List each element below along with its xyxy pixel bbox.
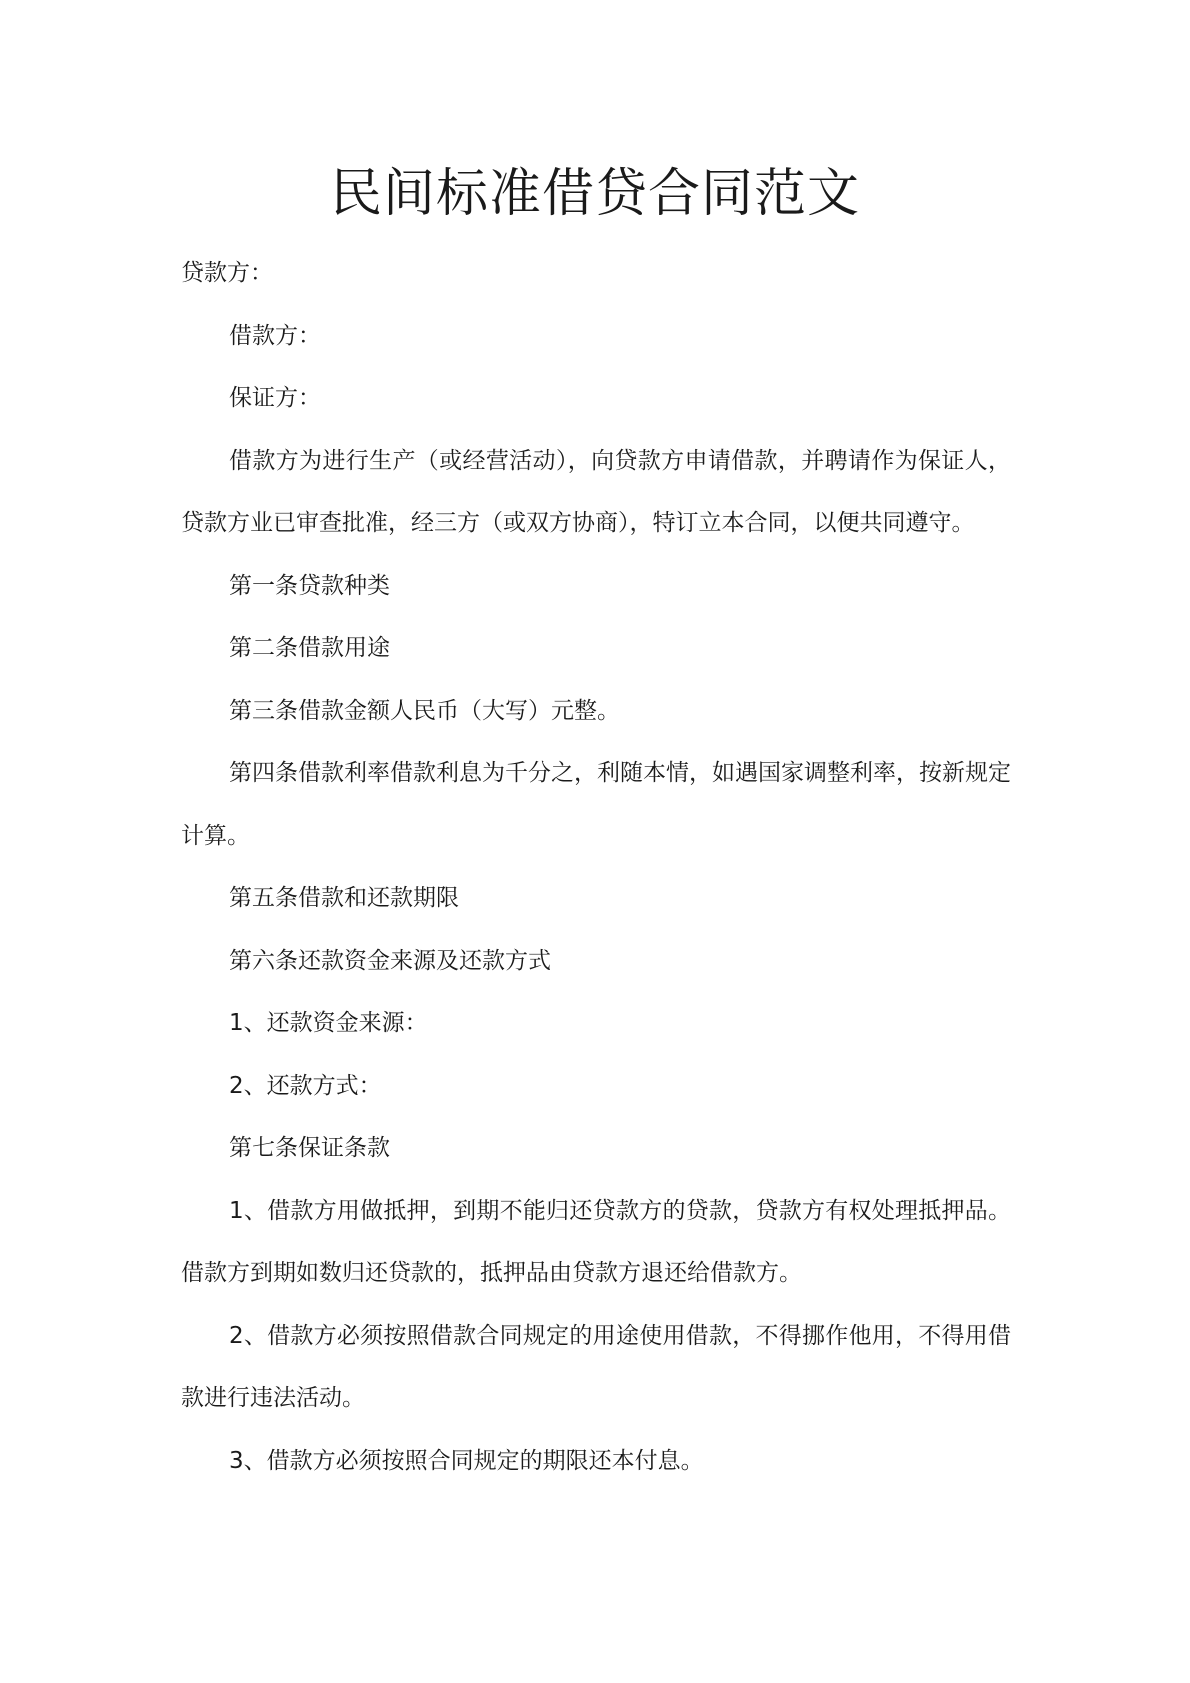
paragraph-article-1: 第一条贷款种类 <box>229 572 390 599</box>
paragraph-article-6-item-1: 1、还款资金来源： <box>229 1010 428 1036</box>
paragraph-guarantor: 保证方： <box>229 385 321 411</box>
paragraph-article-7-item-1: 1、借款方用做抵押，到期不能归还贷款方的贷款，贷款方有权处理抵押品。借款方到期如数归还贷款的，抵押品由贷款方退还给借款方。 <box>181 1197 1011 1286</box>
paragraph-article-3: 第三条借款金额人民币（大写）元整。 <box>229 697 620 724</box>
paragraph-article-2: 第二条借款用途 <box>229 635 390 661</box>
document-title: 民间标准借贷合同范文 <box>329 164 860 224</box>
paragraph-preamble: 借款方为进行生产（或经营活动），向贷款方申请借款，并聘请作为保证人，贷款方业已审查批准，经三方（或双方协商），特订立本合同，以便共同遵守。 <box>181 447 1011 536</box>
paragraph-lender: 贷款方： <box>181 260 273 286</box>
paragraph-article-4: 第四条借款利率借款利息为千分之，利随本情，如遇国家调整利率，按新规定计算。 <box>181 760 1011 849</box>
paragraph-article-6-item-2: 2、还款方式： <box>229 1072 382 1099</box>
paragraph-article-7-item-3: 3、借款方必须按照合同规定的期限还本付息。 <box>229 1447 704 1474</box>
document-body <box>181 242 1011 1492</box>
paragraph-article-7: 第七条保证条款 <box>229 1135 390 1161</box>
paragraph-borrower: 借款方： <box>229 322 321 349</box>
paragraph-article-5: 第五条借款和还款期限 <box>229 885 459 911</box>
paragraph-article-6: 第六条还款资金来源及还款方式 <box>229 947 551 974</box>
paragraph-article-7-item-2: 2、借款方必须按照借款合同规定的用途使用借款，不得挪作他用，不得用借款进行违法活动。 <box>181 1322 1011 1411</box>
